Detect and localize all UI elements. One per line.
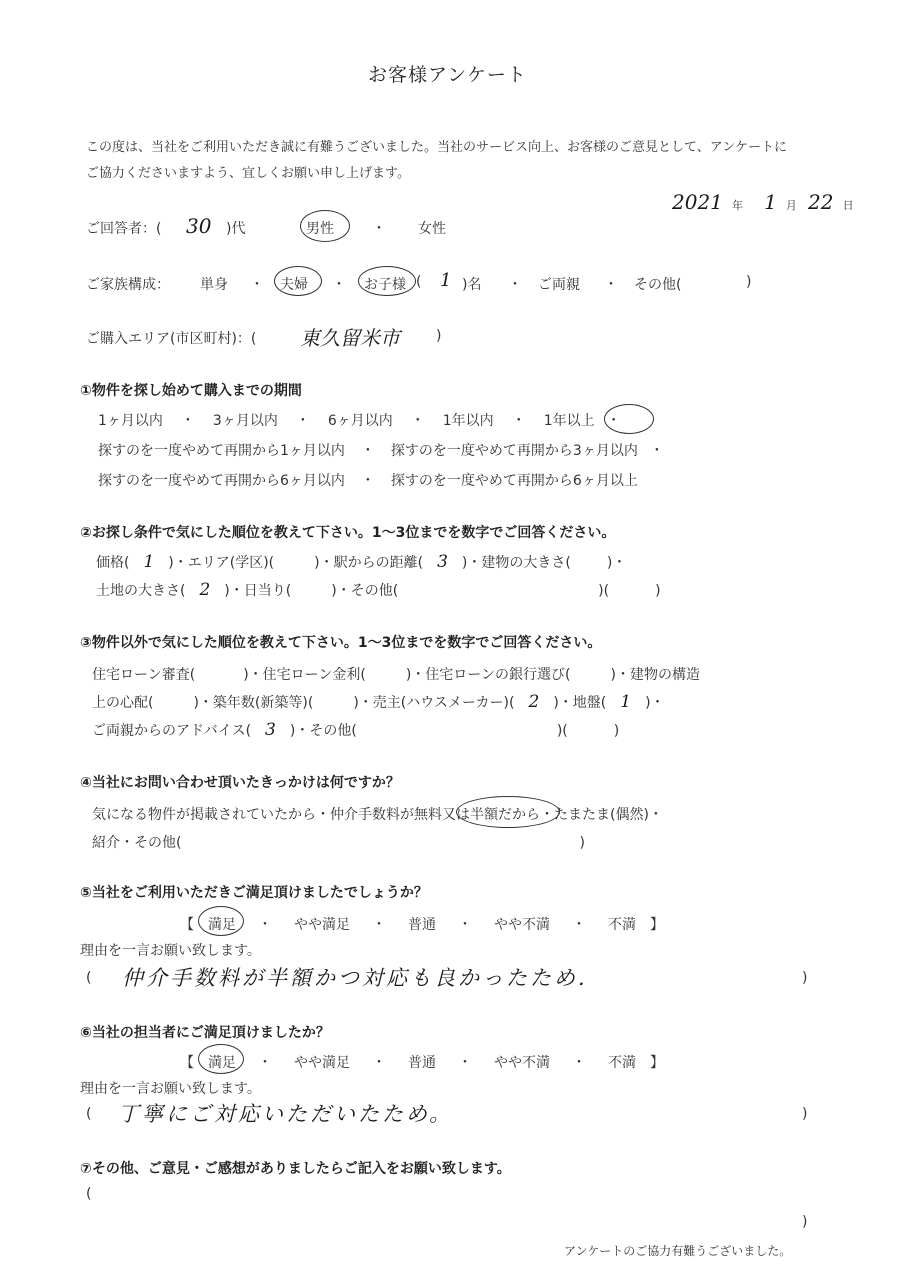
q5-dot: ・ [372,917,386,933]
q3-seller-label: )・売主(ハウスメーカー)( [353,695,515,711]
family-dot-3: ・ [508,277,522,293]
date-day-unit: 日 [842,199,854,212]
couple-circle-mark [274,266,322,296]
q1-opt-over1y: 1年以上 [543,413,595,429]
q4-line1: 気になる物件が掲載されていたから・仲介手数料が無料又は半額だから・たまたま(偶然)・ [92,807,663,823]
q4-heading: ④当社にお問い合わせ頂いたきっかけは何ですか？ [80,775,400,791]
q5-reason-label: 理由を一言お願い致します。 [80,943,261,959]
q2-distance-label: )・駅からの距離( [314,555,424,571]
q3-advice-rank: 3 [265,720,276,740]
q1-opt-6m: 6ヶ月以内 [327,413,393,429]
q3-heading: ③物件以外で気にした順位を教えて下さい。1〜3位までを数字でご回答ください。 [80,635,602,651]
date-month: 1 [764,190,777,214]
respondent-female: 女性 [418,221,446,237]
footer-thanks: アンケートのご協力有難うございました。 [564,1244,792,1258]
page-title: お客様アンケート [368,64,527,86]
q1-opt-1m: 1ヶ月以内 [98,413,163,429]
q5-options [180,914,664,934]
respondent-age-suffix: )代 [226,221,246,237]
q5-dot: ・ [572,917,586,933]
q1-line2: 探すのを一度やめて再開から1ヶ月以内 ・ 探すのを一度やめて再開から3ヶ月以内 ・ [98,443,664,459]
intro-line-1: この度は、当社をご利用いただき誠に有難うございました。当社のサービス向上、お客様のご意見として、アンケートに [86,140,787,155]
q2-other-label: )・その他( [331,583,399,599]
q3-ground-rank: 1 [620,692,632,712]
q1-opt-restart-1m: 探すのを一度やめて再開から1ヶ月以内 [98,443,345,459]
q6-satisfied-circle-mark [198,1044,244,1074]
q5-bracket-open: 【 [180,917,194,933]
family-open-1: ( [416,274,422,290]
area-close: ) [436,328,442,344]
q7-open: ( [86,1186,92,1202]
q3-age-label: )・築年数(新築等)( [193,695,314,711]
q4-fee-circle-mark [456,796,560,828]
male-circle-mark [300,210,350,242]
q2-line2 [96,580,661,600]
q6-dot: ・ [258,1055,272,1071]
family-dot-2: ・ [332,277,346,293]
q7-heading: ⑦その他、ご意見・ご感想がありましたらご記入をお願い致します。 [80,1161,511,1177]
q3-line1 [92,664,700,684]
q2-area-label: )・エリア(学区)( [168,555,275,571]
q3-line2 [92,692,665,712]
q2-distance-rank: 3 [437,552,448,572]
date-year: 2021 [672,190,723,214]
q5-somewhat-satisfied: やや満足 [294,917,350,933]
family-other: その他( [634,277,682,293]
q5-reason-close: ) [802,970,808,986]
q1-opt-3m: 3ヶ月以内 [212,413,278,429]
q2-building-size-label: )・建物の大きさ( [461,555,571,571]
q5-satisfied: 満足 [208,917,236,933]
q3-other-rank-open: )( [556,723,568,739]
q1-opt-restart-over6m: 探すのを一度やめて再開から6ヶ月以上 [390,473,638,489]
q3-structure-worry-label: 上の心配( [92,695,154,711]
respondent-male: 男性 [306,221,334,237]
q4-line2 [92,832,585,852]
q5-reason: 仲介手数料が半額かつ対応も良かったため. [122,966,588,990]
q6-dot: ・ [572,1055,586,1071]
q6-dot: ・ [458,1055,472,1071]
q6-bracket-close: 】 [650,1055,664,1071]
q2-price-rank: 1 [143,552,155,572]
family-single: 単身 [200,277,228,293]
q2-other-rank-close: ) [655,583,661,599]
q2-heading: ②お探し条件で気にした順位を教えて下さい。1〜3位までを数字でご回答ください。 [80,525,616,541]
q2-sunlight-label: )・日当り( [224,583,292,599]
q2-line1-end: )・ [606,555,627,571]
date-year-unit: 年 [732,199,743,212]
q6-unsatisfied: 不満 [608,1055,636,1071]
q2-line1 [96,552,626,572]
date-day: 22 [808,190,834,214]
family-close: ) [746,274,752,290]
q3-loan-bank-label: )・住宅ローンの銀行選び( [405,667,571,683]
family-label: ご家族構成： [86,277,170,293]
respondent-dot: ・ [372,221,386,237]
q1-opt-restart-6m: 探すのを一度やめて再開から6ヶ月以内 [98,473,345,489]
q6-reason-open: ( [86,1106,92,1122]
family-children-rest: )名 [462,277,482,293]
q6-satisfied: 満足 [208,1055,236,1071]
q6-options [180,1052,664,1072]
q3-advice-label: ご両親からのアドバイス( [92,723,252,739]
q5-dot: ・ [258,917,272,933]
q4-other-close: ) [579,835,585,851]
q5-heading: ⑤当社をご利用いただきご満足頂けましたでしょうか？ [80,885,428,901]
q5-dot: ・ [458,917,472,933]
intro-line-2: ご協力くださいますよう、宜しくお願い申し上げます。 [86,166,410,181]
q2-land-size-rank: 2 [199,580,211,600]
q3-seller-rank: 2 [528,692,540,712]
family-couple: 夫婦 [280,277,308,293]
q7-close: ) [802,1214,808,1230]
q1-opt-1y: 1年以内 [442,413,494,429]
respondent-age: 30 [186,214,212,238]
q6-neutral: 普通 [408,1055,436,1071]
q2-price-label: 価格( [96,555,130,571]
q1-heading: ①物件を探し始めて購入までの期間 [80,383,302,399]
children-circle-mark [358,266,416,296]
family-children: お子様 [364,277,406,293]
q5-reason-open: ( [86,970,92,986]
family-dot-4: ・ [604,277,618,293]
family-dot-1: ・ [250,277,264,293]
q6-somewhat-satisfied: やや満足 [294,1055,350,1071]
q6-bracket-open: 【 [180,1055,194,1071]
area-label: ご購入エリア(市区町村)：( [86,331,257,347]
q2-other-rank-open: )( [598,583,610,599]
q6-dot: ・ [372,1055,386,1071]
q2-land-size-label: 土地の大きさ( [96,583,186,599]
q6-heading: ⑥当社の担当者にご満足頂けましたか？ [80,1025,330,1041]
q5-neutral: 普通 [408,917,436,933]
q3-loan-rate-label: )・住宅ローン金利( [243,667,366,683]
q5-bracket-close: 】 [650,917,664,933]
family-children-count: 1 [440,270,452,291]
date [672,190,854,214]
q1-line1: 1ヶ月以内 ・ 3ヶ月以内 ・ 6ヶ月以内 ・ 1年以内 ・ 1年以上 ・ [98,413,621,429]
q3-loan-review-label: 住宅ローン審査( [92,667,196,683]
q3-ground-label: )・地盤( [553,695,607,711]
q3-other-label: )・その他( [289,723,357,739]
q1-line3: 探すのを一度やめて再開から6ヶ月以内 ・ 探すのを一度やめて再開から6ヶ月以上 [98,473,638,489]
area-value: 東久留米市 [300,326,400,350]
q3-other-rank-close: ) [613,723,620,739]
q5-somewhat-unsatisfied: やや不満 [494,917,550,933]
q6-reason-label: 理由を一言お願い致します。 [80,1081,261,1097]
q3-structure-label: )・建物の構造 [610,667,700,683]
family-parents: ご両親 [538,277,580,293]
q6-reason-close: ) [802,1106,808,1122]
q1-opt-restart-3m: 探すのを一度やめて再開から3ヶ月以内 [390,443,638,459]
q6-somewhat-unsatisfied: やや不満 [494,1055,550,1071]
q4-other-label: 紹介・その他( [92,835,182,851]
q6-reason: 丁寧にご対応いただいたため。 [118,1102,454,1126]
over1y-circle-mark [604,404,654,434]
q3-line2-end: )・ [645,695,665,711]
date-month-unit: 月 [785,199,797,212]
q5-unsatisfied: 不満 [608,917,636,933]
respondent-label: ご回答者：( [86,221,162,237]
q3-line3 [92,720,619,740]
q5-satisfied-circle-mark [198,906,244,936]
